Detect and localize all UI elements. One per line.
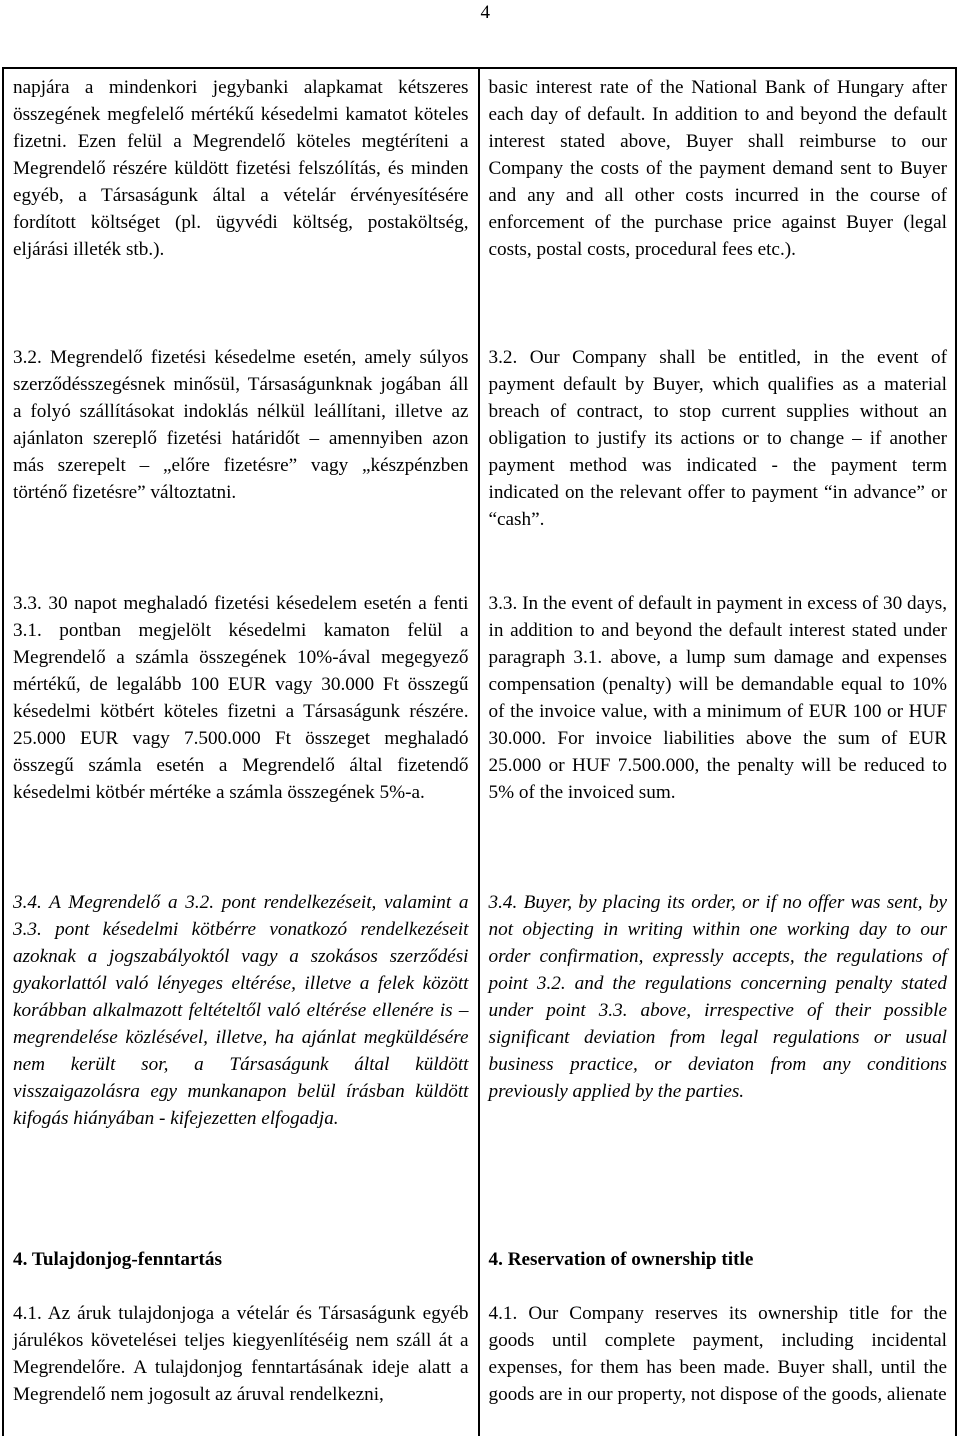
en-paragraph-3-4: 3.4. Buyer, by placing its order, or if no offer was sent, by not objecting in writing within one working day to our order confirmation, expressly accepts, the regulations of point 3.2. and the regulations concerning penalty stated under point 3.3. above, irrespective of their possible significant deviation from legal regulations or usual business practice, or deviaton from any conditions previously applied by the parties. (488, 892, 947, 1102)
en-paragraph-3-1-continued: basic interest rate of the National Bank of Hungary after each day of default. In addition to and beyond the default interest stated above, Buyer shall reimburse to our Company the costs of the payment demand sent to Buyer and any and all other costs incurred in the course of enforcement of the purchase price against Buyer (legal costs, postal costs, procedural fees etc.). (488, 77, 947, 260)
english-column (480, 69, 956, 1436)
hu-paragraph-3-4: 3.4. A Megrendelő a 3.2. pont rendelkezéseit, valamint a 3.3. pont késedelmi kötbérre vonatkozó rendelkezéseit azoknak a jogszabályoktól vagy a szokásos szerződési gyakorlattól való lényeges eltérése, illetve a felek között korábban alkalmazott feltételtől való eltérése ellenére is – megrendelése közlésével, illetve, ha ajánlat megküldésére nem került sor, a Társaságunk által küldött visszaigazolásra egy munkanapon belül írásban küldött kifogás hiányában - kifejezetten elfogadja. (13, 892, 469, 1129)
en-paragraph-3-3: 3.3. In the event of default in payment in excess of 30 days, in addition to and beyond the default interest stated under paragraph 3.1. above, a lump sum damage and expenses compensation (penalty) will be demandable equal to 10% of the invoice value, with a minimum of EUR 100 or HUF 30.000. For invoice liabilities above the sum of EUR 25.000 or HUF 7.500.000, the penalty will be reduced to 5% of the invoiced sum. (488, 593, 947, 803)
en-paragraph-3-2: 3.2. Our Company shall be entitled, in the event of payment default by Buyer, which qualifies as a material breach of contract, to stop current supplies without an obligation to justify its actions or to change – if another payment method was indicated - the payment term indicated on the relevant offer to payment “in advance” or “cash”. (488, 347, 947, 530)
hu-paragraph-3-1-continued: napjára a mindenkori jegybanki alapkamat kétszeres összegének megfelelő mértékű késedelmi kamatot köteles fizetni. Ezen felül a Megrendelő köteles megtéríteni a Megrendelő részére küldött fizetési felszólítás, és minden egyéb, a Társaságunk által a vételár érvényesítésére fordított költséget (pl. ügyvédi költség, postaköltség, eljárási illeték stb.). (13, 77, 469, 260)
hungarian-column (4, 69, 480, 1436)
hu-section-4-heading: 4. Tulajdonjog-fenntartás (13, 1249, 222, 1270)
bilingual-terms-table (2, 67, 957, 1436)
hu-paragraph-4-1: 4.1. Az áruk tulajdonjoga a vételár és Társaságunk egyéb járulékos követelései teljes kiegyenlítéséig nem száll át a Megrendelőre. A tulajdonjog fenntartásának ideje alatt a Megrendelő nem jogosult az áruval rendelkezni, (13, 1303, 469, 1405)
page-number: 4 (480, 2, 490, 23)
hu-paragraph-3-2: 3.2. Megrendelő fizetési késedelme esetén, amely súlyos szerződésszegésnek minősül, Társaságunknak jogában áll a folyó szállításokat indoklás nélkül leállítani, illetve az ajánlaton szereplő fizetési határidőt – amennyiben azon más szerepelt – „előre fizetésre” vagy „készpénzben történő fizetésre” változtatni. (13, 347, 469, 503)
en-section-4-heading: 4. Reservation of ownership title (488, 1249, 754, 1270)
en-paragraph-4-1: 4.1. Our Company reserves its ownership title for the goods until complete payment, including incidental expenses, for them has been made. Buyer shall, until the goods are in our property, not dispose of the goods, alienate (488, 1303, 947, 1405)
hu-paragraph-3-3: 3.3. 30 napot meghaladó fizetési késedelem esetén a fenti 3.1. pontban megjelölt késedelmi kamaton felül a Megrendelő a számla összegének 10%-ával megegyező mértékű, de legalább 100 EUR vagy 30.000 Ft összegű késedelmi kötbért köteles fizetni a Társaságunk részére. 25.000 EUR vagy 7.500.000 Ft összeget meghaladó összegű számla esetén a Megrendelő által fizetendő késedelmi kötbér mértéke a számla összegének 5%-a. (13, 593, 469, 803)
